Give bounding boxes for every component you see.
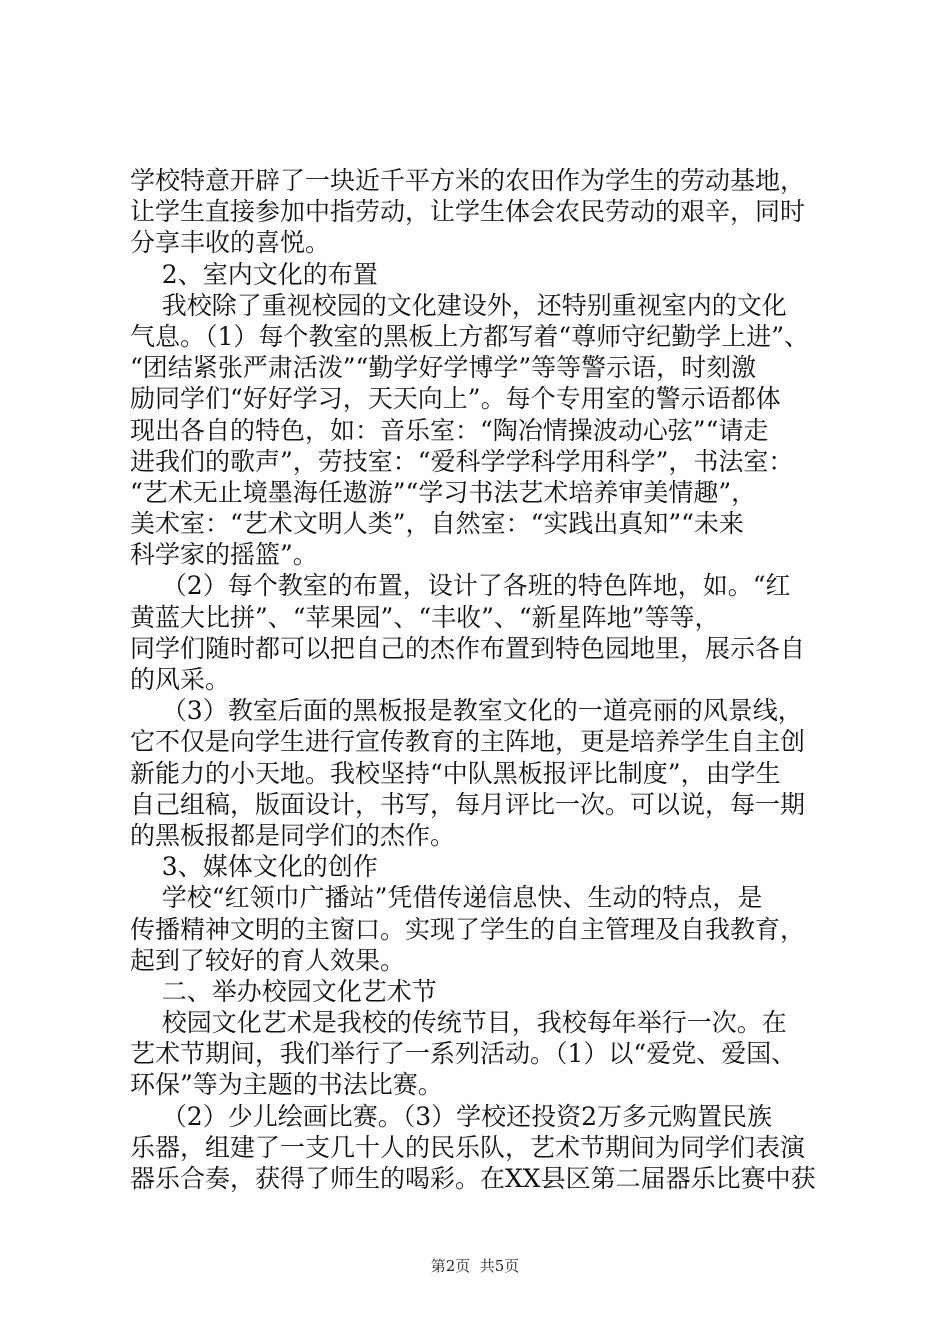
page-footer [0, 1256, 950, 1276]
text-line: 的黑板报都是同学们的杰作。 [130, 820, 456, 850]
text-line: （2）每个教室的布置，设计了各班的特色阵地，如。“红 [130, 571, 791, 601]
text-line: 新能力的小天地。我校坚持“中队黑板报评比制度”，由学生 [130, 758, 781, 788]
text-line: 传播精神文明的主窗口。实现了学生的自主管理及自我教育， [130, 914, 806, 944]
text-line: 起到了较好的育人效果。 [130, 945, 406, 975]
text-line: 二、举办校园文化艺术节 [130, 976, 437, 1006]
text-line: 分享丰收的喜悦。 [130, 228, 331, 258]
text-line: 黄蓝大比拼”、“苹果园”、“丰收”、“新星阵地”等等， [130, 602, 720, 632]
text-line: 我校除了重视校园的文化建设外，还特别重视室内的文化 [130, 290, 787, 320]
text-line: “艺术无止境墨海任遨游”“学习书法艺术培养审美情趣”， [130, 477, 757, 507]
text-line: 校园文化艺术是我校的传统节目，我校每年举行一次。在 [130, 1008, 787, 1038]
text-line: 艺术节期间，我们举行了一系列活动。（1）以“爱党、爱国、 [130, 1039, 797, 1069]
text-line: 乐器，组建了一支几十人的民乐队，艺术节期间为同学们表演 [130, 1132, 806, 1162]
text-line: 美术室：“艺术文明人类”，自然室：“实践出真知”“未来 [130, 509, 744, 539]
text-line: 器乐合奏，获得了师生的喝彩。在XX县区第二届器乐比赛中获 [130, 1164, 816, 1193]
text-line: 学校“红领巾广播站”凭借传递信息快、生动的特点，是 [130, 883, 763, 913]
text-line: 环保”等为主题的书法比赛。 [130, 1070, 443, 1100]
text-line: 励同学们“好好学习，天天向上”。每个专用室的警示语都体 [130, 384, 781, 414]
text-line: 进我们的歌声”，劳技室：“爱科学学科学用科学”，书法室： [130, 446, 794, 476]
text-line: 它不仅是向学生进行宣传教育的主阵地，更是培养学生自主创 [130, 727, 806, 757]
body-text [130, 165, 830, 1194]
text-line: 现出各自的特色，如：音乐室：“陶冶情操波动心弦”“请走 [130, 415, 769, 445]
text-line: 同学们随时都可以把自己的杰作布置到特色园地里，展示各自 [130, 633, 806, 663]
text-line: （2）少儿绘画比赛。（3）学校还投资2万多元购置民族 [130, 1101, 773, 1131]
text-line: 自己组稿，版面设计，书写，每月评比一次。可以说，每一期 [130, 789, 806, 819]
text-line: 学校特意开辟了一块近千平方米的农田作为学生的劳动基地， [130, 166, 806, 195]
text-line: 气息。（1）每个教室的黑板上方都写着“尊师守纪勤学上进”、 [130, 321, 809, 351]
text-line: “团结紧张严肃活泼”“勤学好学博学”等等警示语，时刻激 [130, 353, 757, 383]
text-line: 让学生直接参加中指劳动，让学生体会农民劳动的艰辛，同时 [130, 197, 806, 227]
text-line: 3、媒体文化的创作 [130, 852, 378, 882]
text-line: 科学家的摇篮”。 [130, 540, 318, 570]
page-number: 第2页 共5页 [430, 1257, 520, 1275]
text-line: 的风采。 [130, 665, 231, 694]
text-line: 2、室内文化的布置 [130, 259, 378, 289]
text-line: （3）教室后面的黑板报是教室文化的一道亮丽的风景线， [130, 696, 803, 726]
